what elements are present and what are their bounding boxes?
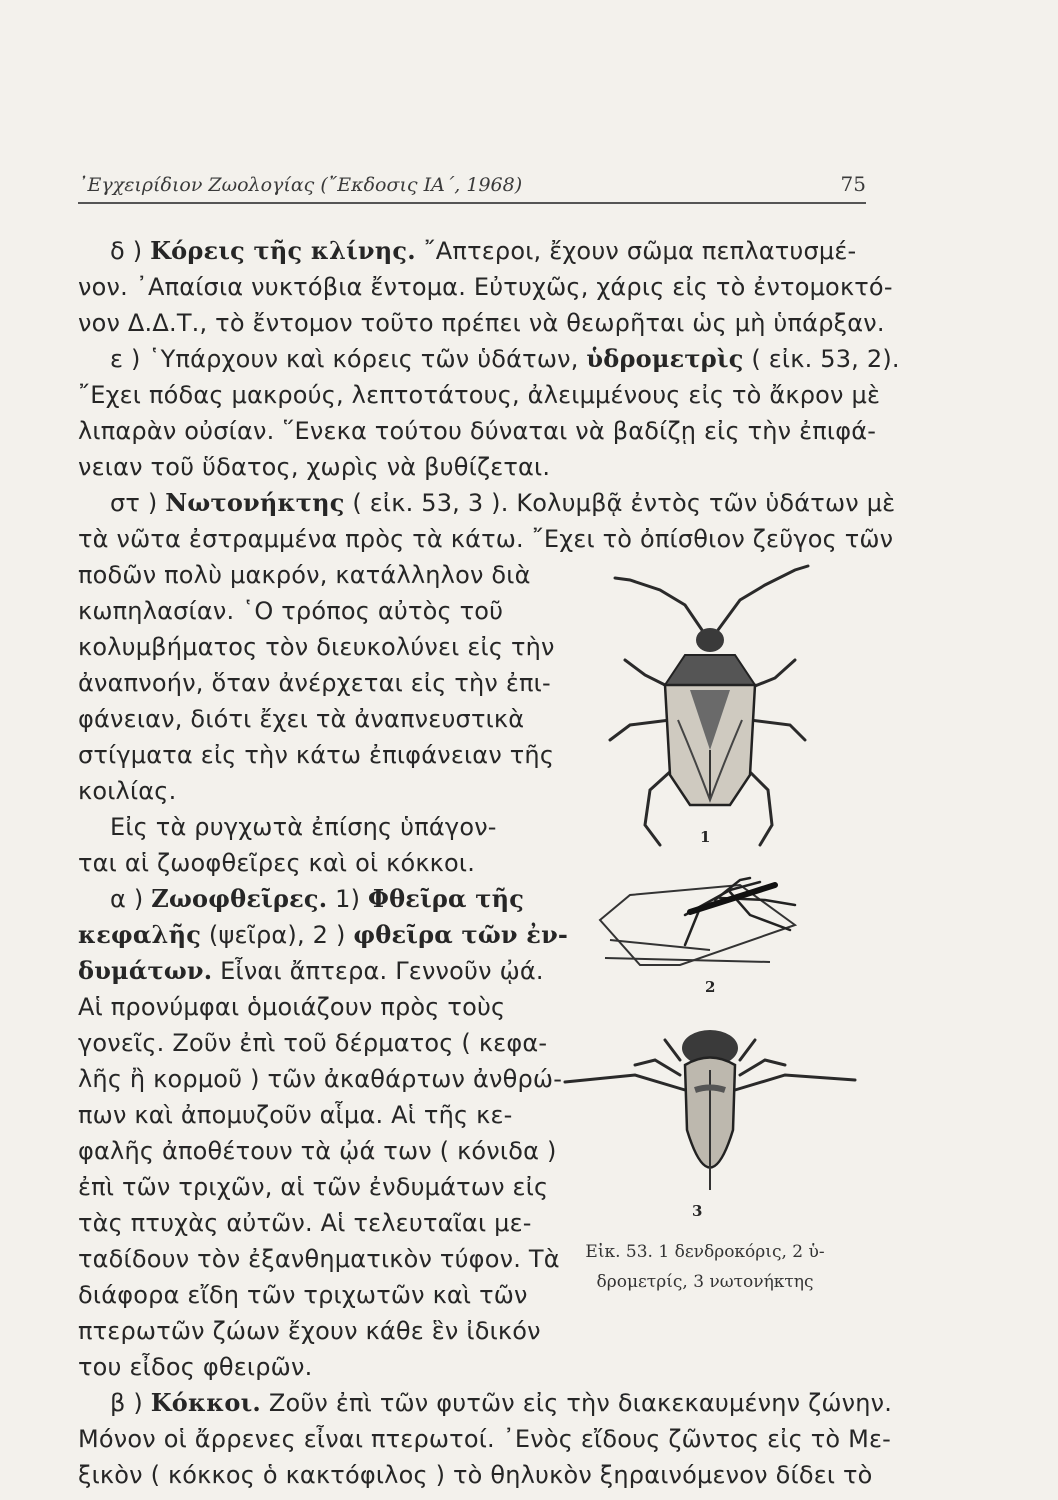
- text-line: φάνειαν, διότι ἔχει τὰ ἀναπνευστικὰ: [78, 705, 525, 733]
- text-line: διάφορα εἴδη τῶν τριχωτῶν καὶ τῶν: [78, 1281, 528, 1309]
- text-line: δυμάτων. Εἶναι ἄπτερα. Γεννοῦν ᾠά.: [78, 956, 544, 985]
- text-line: λῆς ἢ κορμοῦ ) τῶν ἀκαθάρτων ἀνθρώ-: [78, 1065, 563, 1093]
- figure-label-3: 3: [692, 1202, 703, 1220]
- text-line: ξικὸν ( κόκκος ὁ κακτόφιλος ) τὸ θηλυκὸν ξηραινόμενον δίδει τὸ: [78, 1461, 873, 1489]
- text-line: κοιλίας.: [78, 777, 177, 805]
- text-line: τὰς πτυχὰς αὐτῶν. Αἱ τελευταῖαι με-: [78, 1209, 532, 1237]
- text-line: στ ) Νωτονήκτης ( εἰκ. 53, 3 ). Κολυμβᾷ ἐντὸς τῶν ὑδάτων μὲ: [110, 488, 896, 517]
- text-line: Αἱ προνύμφαι ὁμοιάζουν πρὸς τοὺς: [78, 993, 506, 1021]
- text-line: Εἰς τὰ ρυγχωτὰ ἐπίσης ὑπάγον-: [110, 813, 497, 841]
- text-line: ται αἱ ζωοφθεῖρες καὶ οἱ κόκκοι.: [78, 849, 476, 877]
- text-line: κεφαλῆς (ψεῖρα), 2 ) φθεῖρα τῶν ἐν-: [78, 920, 569, 949]
- text-line: του εἶδος φθειρῶν.: [78, 1353, 313, 1381]
- text-line: ε ) ῾Υπάρχουν καὶ κόρεις τῶν ὑδάτων, ὑδρομετρὶς ( εἰκ. 53, 2).: [110, 344, 900, 373]
- text-line: ταδίδουν τὸν ἐξανθηματικὸν τύφον. Τὰ: [78, 1245, 560, 1273]
- text-line: πτερωτῶν ζώων ἔχουν κάθε ἓν ἰδικόν: [78, 1317, 541, 1345]
- figure-label-2: 2: [705, 978, 716, 996]
- text-line: ἀναπνοήν, ὅταν ἀνέρχεται εἰς τὴν ἐπι-: [78, 669, 551, 697]
- text-line: πων καὶ ἀπομυζοῦν αἷμα. Αἱ τῆς κε-: [78, 1101, 513, 1129]
- text-line: νον. ᾿Απαίσια νυκτόβια ἔντομα. Εὐτυχῶς, χάρις εἰς τὸ ἐντομοκτό-: [78, 273, 893, 301]
- figure-label-1: 1: [700, 828, 711, 846]
- text-line: ποδῶν πολὺ μακρόν, κατάλληλον διὰ: [78, 561, 531, 589]
- text-line: α ) Ζωοφθεῖρες. 1) Φθεῖρα τῆς: [110, 884, 525, 913]
- text-line: β ) Κόκκοι. Ζοῦν ἐπὶ τῶν φυτῶν εἰς τὴν διακεκαυμένην ζώνην.: [110, 1388, 893, 1417]
- text-line: δ ) Κόρεις τῆς κλίνης. ῎Απτεροι, ἔχουν σῶμα πεπλατυσμέ-: [110, 236, 857, 265]
- backswimmer-illustration: [555, 1010, 865, 1210]
- text-line: λιπαρὰν οὐσίαν. ῞Ενεκα τούτου δύναται νὰ βαδίζῃ εἰς τὴν ἐπιφά-: [78, 417, 877, 445]
- text-line: νον Δ.Δ.Τ., τὸ ἔντομον τοῦτο πρέπει νὰ θεωρῆται ὡς μὴ ὑπάρξαν.: [78, 309, 885, 337]
- header-title: ᾿Εγχειρίδιον Ζωολογίας (῎Εκδοσις ΙΑ΄, 1968): [78, 174, 523, 196]
- figure-caption-line: δρομετρίς, 3 νωτονήκτης: [596, 1272, 814, 1292]
- text-line: στίγματα εἰς τὴν κάτω ἐπιφάνειαν τῆς: [78, 741, 555, 769]
- tree-bug-illustration: [590, 560, 830, 850]
- text-line: κωπηλασίαν. ῾Ο τρόπος αὐτὸς τοῦ: [78, 597, 504, 625]
- figure-caption-line: Εἰκ. 53. 1 δενδροκόρις, 2 ὑ-: [585, 1242, 825, 1262]
- text-line: Μόνον οἱ ἄρρενες εἶναι πτερωτοί. ᾿Ενὸς εἴδους ζῶντος εἰς τὸ Με-: [78, 1425, 892, 1453]
- water-strider-illustration: [590, 870, 840, 980]
- text-line: τὰ νῶτα ἐστραμμένα πρὸς τὰ κάτω. ῎Εχει τὸ ὀπίσθιον ζεῦγος τῶν: [78, 525, 894, 553]
- page-number: 75: [840, 172, 866, 196]
- text-line: ῎Εχει πόδας μακρούς, λεπτοτάτους, ἀλειμμένους εἰς τὸ ἄκρον μὲ: [78, 381, 881, 409]
- text-line: φαλῆς ἀποθέτουν τὰ ᾠά των ( κόνιδα ): [78, 1137, 557, 1165]
- text-line: ἐπὶ τῶν τριχῶν, αἱ τῶν ἐνδυμάτων εἰς: [78, 1173, 549, 1201]
- text-line: κολυμβήματος τὸν διευκολύνει εἰς τὴν: [78, 633, 555, 661]
- text-line: νειαν τοῦ ὕδατος, χωρὶς νὰ βυθίζεται.: [78, 453, 551, 481]
- text-line: γονεῖς. Ζοῦν ἐπὶ τοῦ δέρματος ( κεφα-: [78, 1029, 548, 1057]
- running-header: [78, 172, 866, 204]
